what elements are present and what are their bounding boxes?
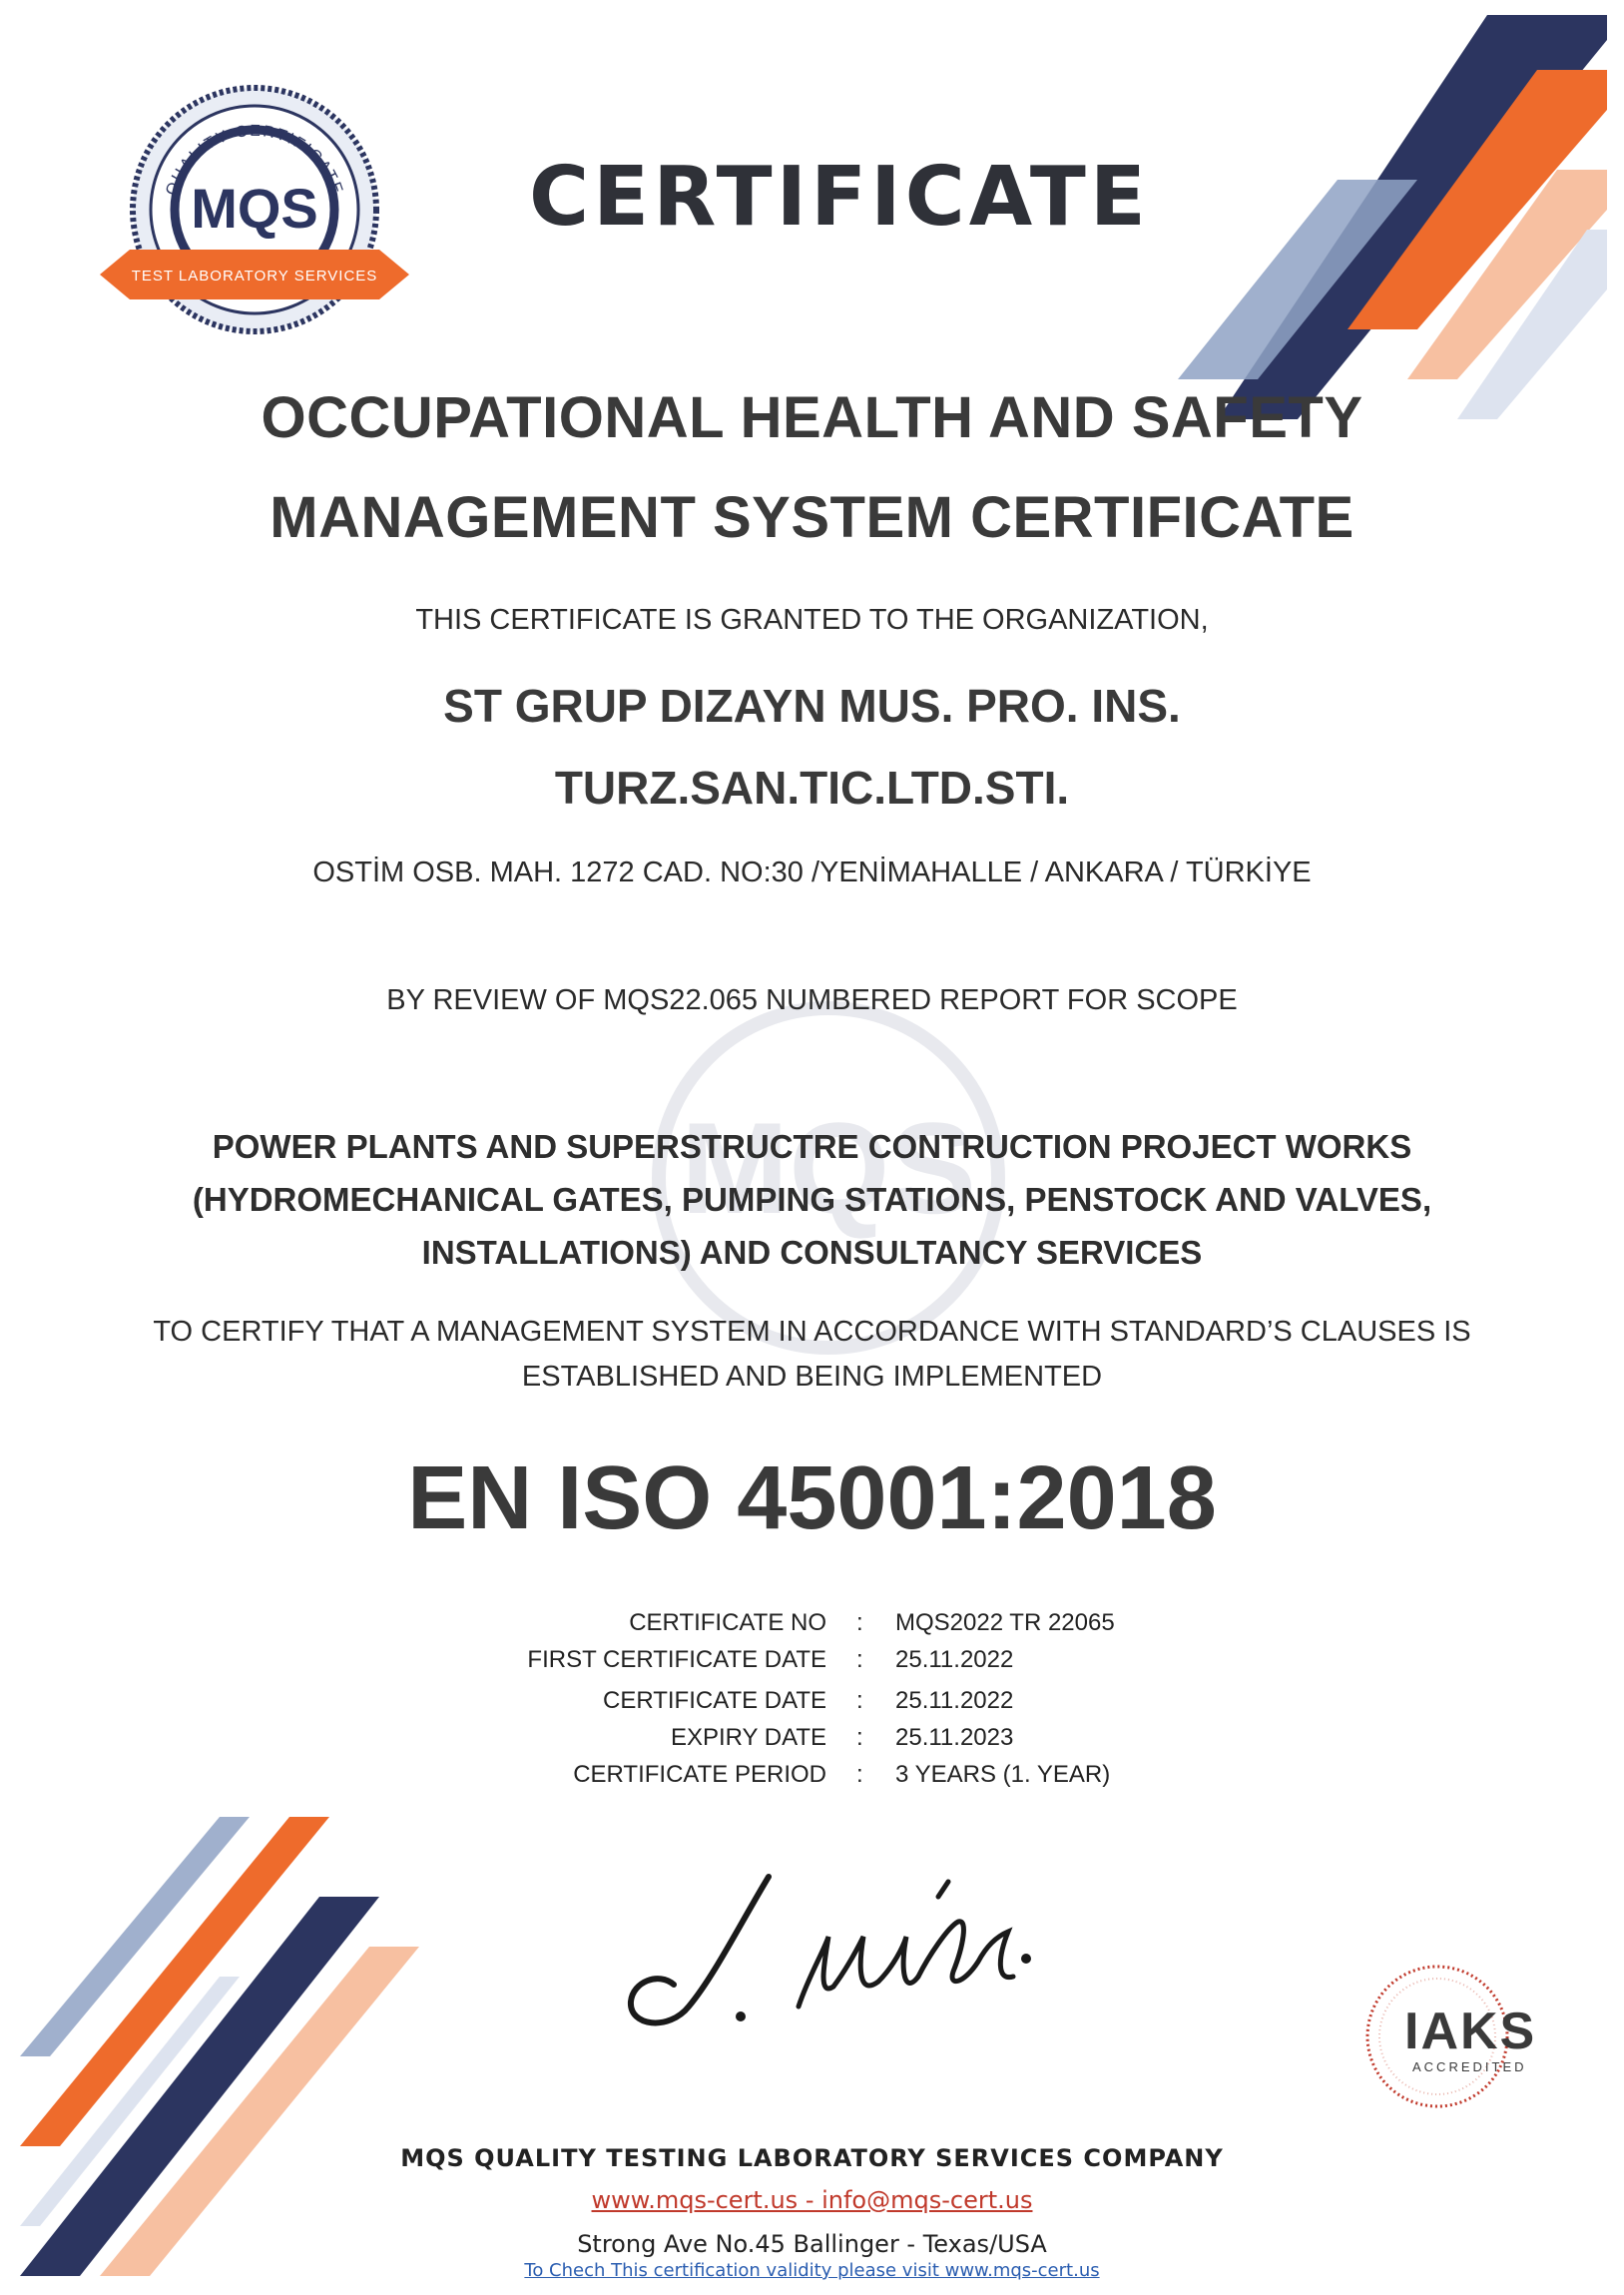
certificate-number: MQS2022 TR 22065 — [895, 1609, 1115, 1636]
scope-line-2: (HYDROMECHANICAL GATES, PUMPING STATIONS, PENSTOCK AND VALVES, — [192, 1181, 1432, 1218]
first-certificate-date: 25.11.2022 — [895, 1646, 1014, 1673]
detail-label: CERTIFICATE NO — [629, 1609, 826, 1636]
expiry-date: 25.11.2023 — [895, 1724, 1014, 1751]
detail-colon: : — [856, 1609, 863, 1636]
review-statement: BY REVIEW OF MQS22.065 NUMBERED REPORT FOR SCOPE — [386, 984, 1238, 1016]
certificate-date: 25.11.2022 — [895, 1687, 1014, 1714]
certificate-title: CERTIFICATE — [529, 150, 1150, 245]
detail-label: FIRST CERTIFICATE DATE — [527, 1646, 826, 1673]
svg-text:MQS: MQS — [680, 1095, 977, 1241]
signature — [619, 1867, 1038, 2046]
detail-colon: : — [856, 1646, 863, 1673]
contact-links[interactable]: www.mqs-cert.us - info@mqs-cert.us — [591, 2186, 1033, 2214]
detail-label: CERTIFICATE DATE — [602, 1687, 826, 1714]
svg-text:MQS: MQS — [191, 177, 318, 240]
detail-colon: : — [856, 1687, 863, 1714]
granted-to: THIS CERTIFICATE IS GRANTED TO THE ORGANIZATION, — [415, 604, 1209, 636]
organization-line-1: ST GRUP DIZAYN MUS. PRO. INS. — [443, 680, 1181, 732]
organization-address: OSTİM OSB. MAH. 1272 CAD. NO:30 /YENİMAHALLE / ANKARA / TÜRKİYE — [312, 857, 1312, 888]
standard-code: EN ISO 45001:2018 — [407, 1448, 1217, 1548]
mqs-seal — [100, 80, 409, 339]
heading-line-2: MANAGEMENT SYSTEM CERTIFICATE — [270, 485, 1354, 550]
svg-text:QUALITY CERTIFICATE: QUALITY CERTIFICATE — [163, 122, 346, 198]
organization-line-2: TURZ.SAN.TIC.LTD.STI. — [554, 762, 1070, 814]
detail-colon: : — [856, 1724, 863, 1751]
detail-label: EXPIRY DATE — [670, 1724, 826, 1751]
svg-text:IAKS: IAKS — [1404, 2003, 1537, 2060]
issuer-company: MQS QUALITY TESTING LABORATORY SERVICES COMPANY — [400, 2144, 1224, 2172]
scope-line-3: INSTALLATIONS) AND CONSULTANCY SERVICES — [421, 1234, 1203, 1271]
detail-label: CERTIFICATE PERIOD — [573, 1761, 826, 1788]
certify-line-2: ESTABLISHED AND BEING IMPLEMENTED — [521, 1361, 1103, 1393]
svg-text:TEST LABORATORY SERVICES: TEST LABORATORY SERVICES — [131, 268, 378, 285]
svg-text:ACCREDITED: ACCREDITED — [1412, 2059, 1527, 2074]
certificate-period: 3 YEARS (1. YEAR) — [895, 1761, 1111, 1788]
detail-colon: : — [856, 1761, 863, 1788]
verification-link[interactable]: To Chech This certification validity please visit www.mqs-cert.us — [524, 2260, 1100, 2281]
iaks-accreditation-logo — [1362, 1957, 1582, 2116]
mqs-watermark — [599, 998, 1058, 1358]
issuer-address: Strong Ave No.45 Ballinger - Texas/USA — [577, 2230, 1047, 2258]
certify-line-1: TO CERTIFY THAT A MANAGEMENT SYSTEM IN ACCORDANCE WITH STANDARD’S CLAUSES IS — [153, 1316, 1471, 1348]
heading-line-1: OCCUPATIONAL HEALTH AND SAFETY — [261, 385, 1363, 450]
scope-line-1: POWER PLANTS AND SUPERSTRUCTRE CONTRUCTION PROJECT WORKS — [212, 1128, 1412, 1165]
